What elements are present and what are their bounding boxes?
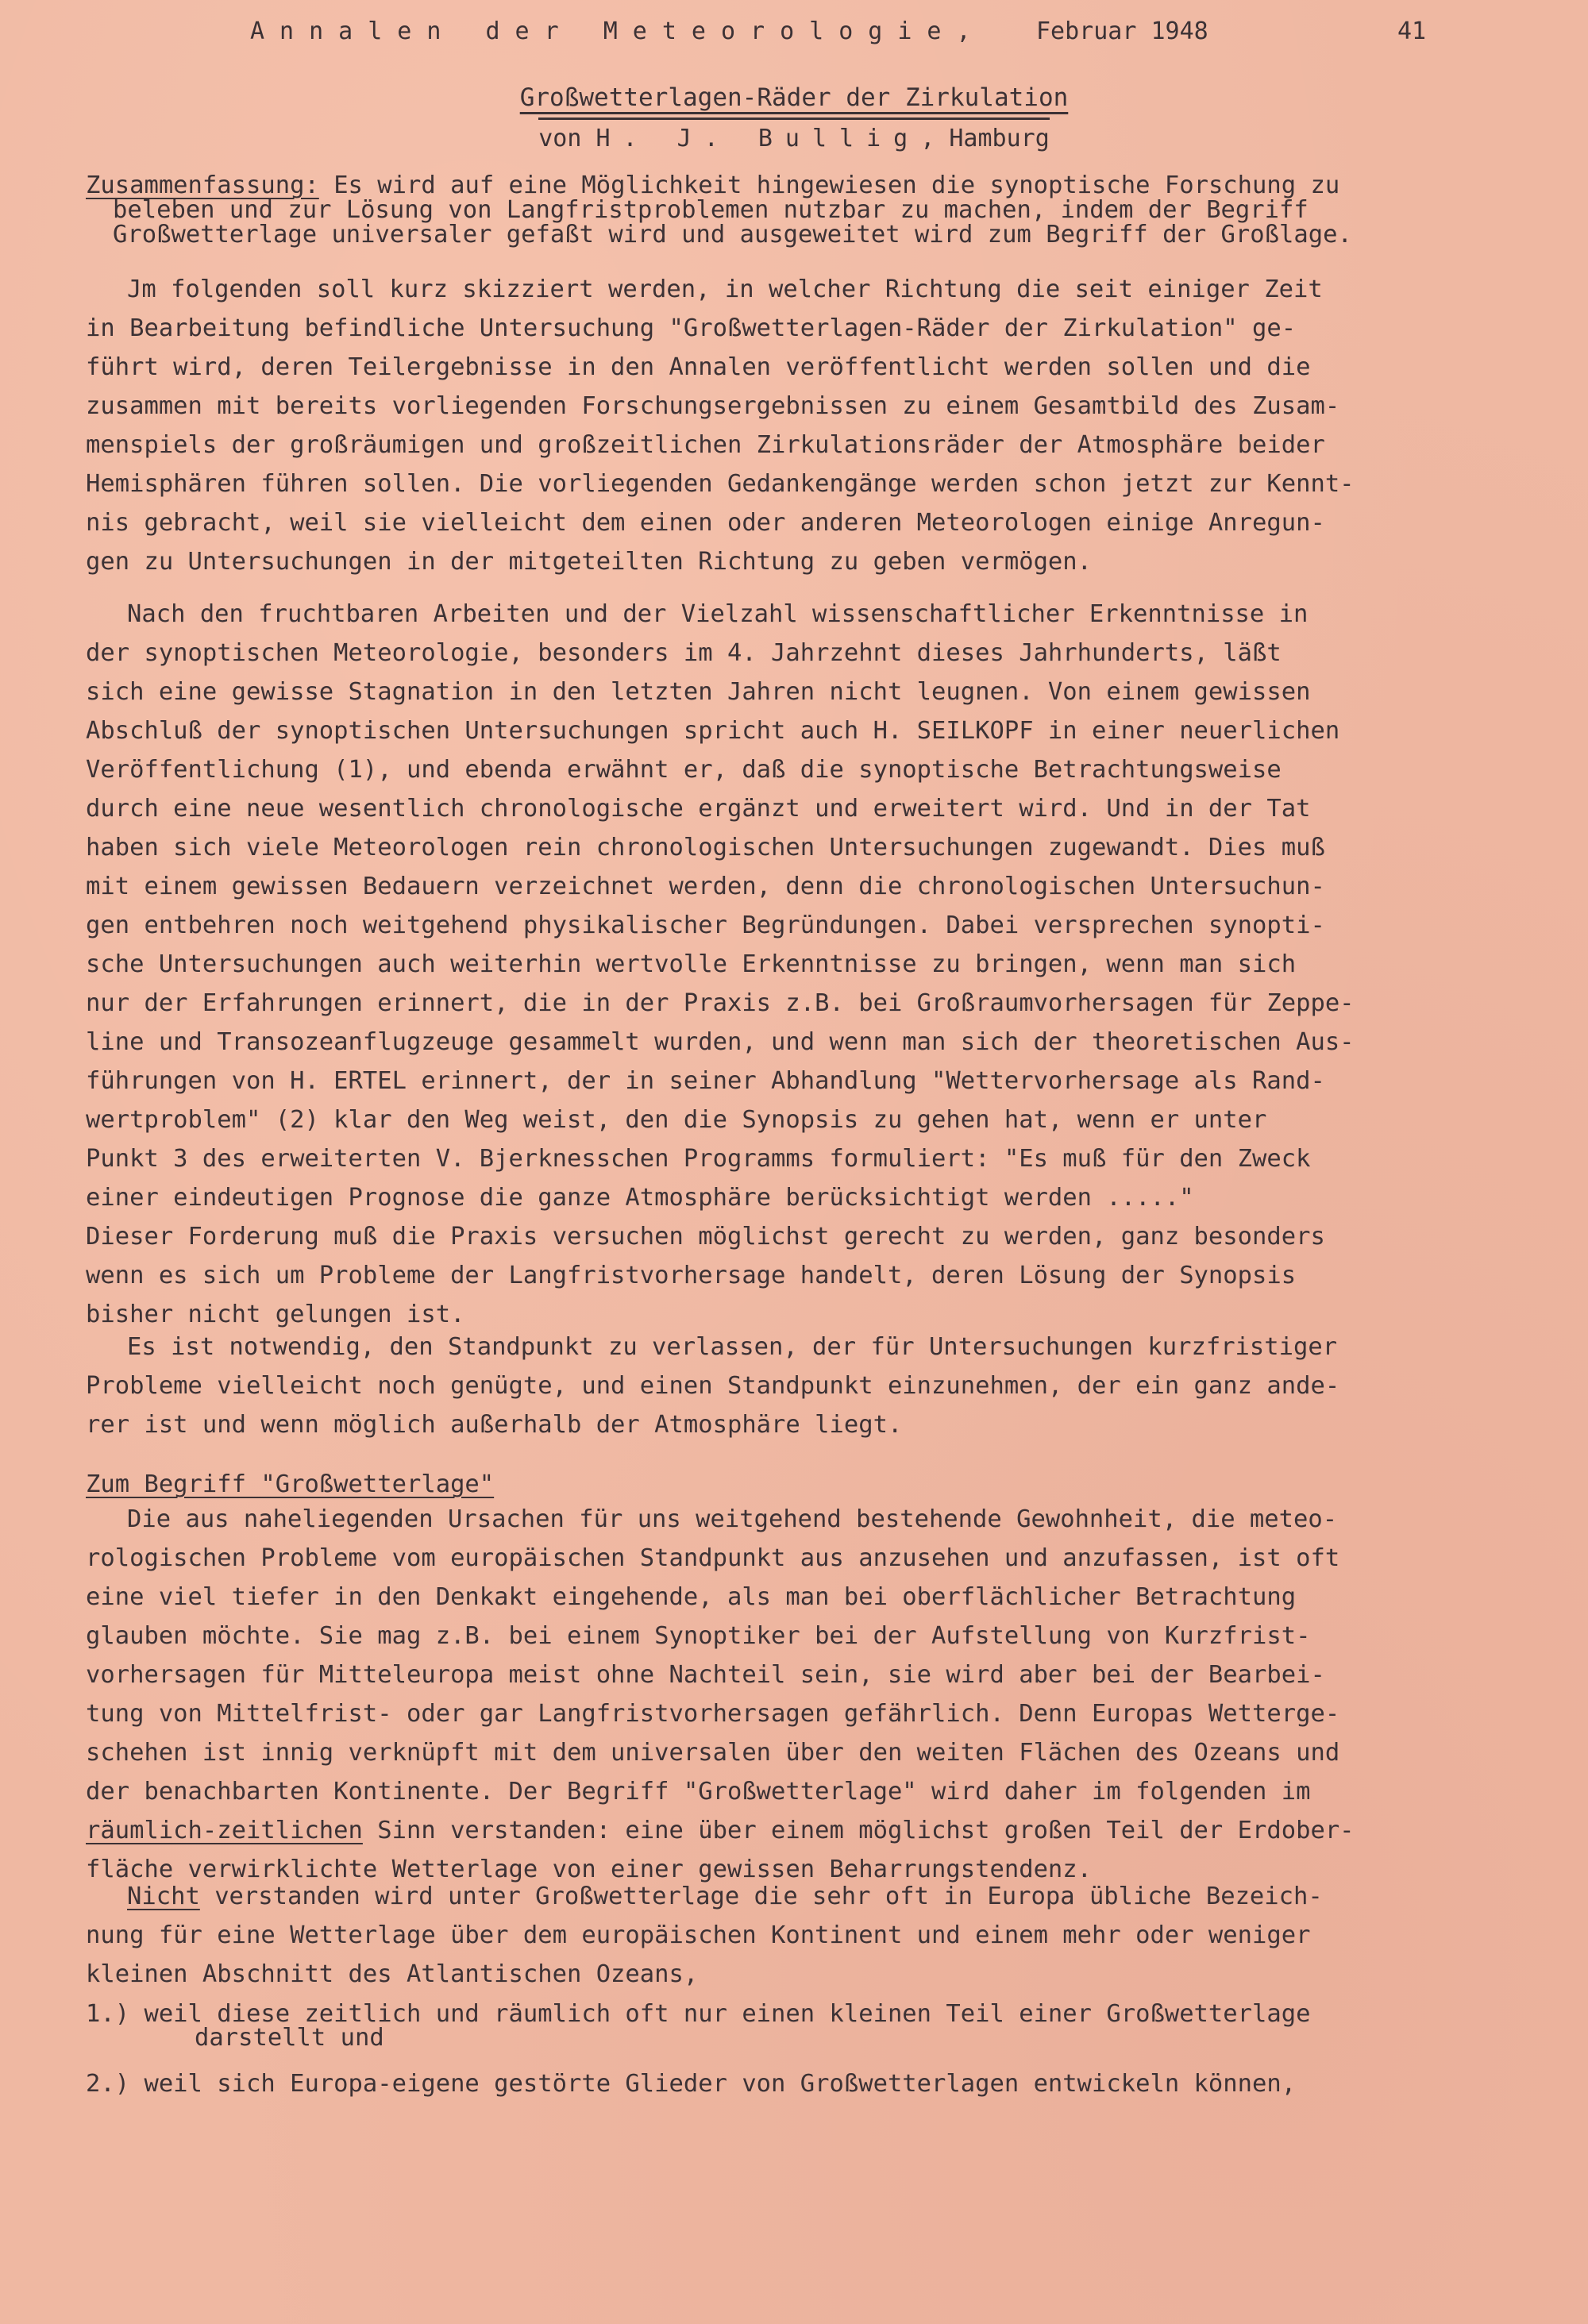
text-line: wenn es sich um Probleme der Langfristvorhersage handelt, deren Lösung der Synopsis [86, 1262, 1297, 1289]
text-run: weil diese zeitlich und räumlich oft nur einen kleinen Teil einer Großwetterlage [129, 2000, 1311, 2028]
list-marker: 1.) [86, 2000, 130, 2028]
paragraph-4 [86, 1500, 1451, 1889]
paragraph-5 [86, 1877, 1451, 1994]
text-line: vorhersagen für Mitteleuropa meist ohne Nachteil sein, sie wird aber bei der Bearbei- [86, 1661, 1325, 1689]
text-line: durch eine neue wesentlich chronologische ergänzt und erweitert wird. Und in der Tat [86, 795, 1311, 823]
text-line: Probleme vielleicht noch genügte, und einen Standpunkt einzunehmen, der ein ganz ande- [86, 1372, 1340, 1400]
text-line: kleinen Abschnitt des Atlantischen Ozeans, [86, 1960, 699, 1988]
text-line: Dieser Forderung muß die Praxis versuchen möglichst gerecht zu werden, ganz besonders [86, 1223, 1325, 1251]
summary-text: Es wird auf eine Möglichkeit hingewiesen die synoptische Forschung zu [333, 172, 1340, 199]
text-line: haben sich viele Meteorologen rein chronologischen Untersuchungen zugewandt. Dies muß [86, 834, 1325, 861]
text-line: Jm folgenden soll kurz skizziert werden, in welcher Richtung die seit einiger Zeit [127, 276, 1323, 303]
paragraph-2 [86, 595, 1451, 1334]
text-line: tung von Mittelfrist- oder gar Langfristvorhersagen gefährlich. Denn Europas Wetterge- [86, 1700, 1340, 1728]
page-number: 41 [1397, 17, 1427, 45]
list-marker: 2.) [86, 2070, 130, 2098]
text-line [86, 2064, 1451, 2103]
text-line [86, 2002, 1451, 2026]
text-line: Die aus naheliegenden Ursachen für uns weitgehend bestehende Gewohnheit, die meteo- [127, 1505, 1338, 1533]
text-line: schehen ist innig verknüpft mit dem universalen über den weiten Flächen des Ozeans und [86, 1739, 1340, 1767]
text-line: glauben möchte. Sie mag z.B. bei einem Synoptiker bei der Aufstellung von Kurzfrist- [86, 1622, 1311, 1650]
text-line: menspiels der großräumigen und großzeitlichen Zirkulationsräder der Atmosphäre beider [86, 431, 1325, 459]
text-line: der benachbarten Kontinente. Der Begriff "Großwetterlage" wird daher im folgenden im [86, 1778, 1311, 1806]
summary-block [86, 173, 1451, 247]
text-line: Nach den fruchtbaren Arbeiten und der Vielzahl wissenschaftlicher Erkenntnisse in [127, 600, 1309, 628]
text-line: gen zu Untersuchungen in der mitgeteilten Richtung zu geben vermögen. [86, 548, 1093, 576]
text-line: rologischen Probleme vom europäischen Standpunkt aus anzusehen und anzufassen, ist oft [86, 1544, 1340, 1572]
text-line: Veröffentlichung (1), und ebenda erwähnt er, daß die synoptische Betrachtungsweise [86, 756, 1282, 784]
text-line: rer ist und wenn möglich außerhalb der Atmosphäre liegt. [86, 1411, 903, 1439]
underlined-word: Nicht [127, 1883, 200, 1910]
issue-date: Februar 1948 [1036, 17, 1208, 45]
text-line: sich eine gewisse Stagnation in den letzten Jahren nicht leugnen. Von einem gewissen [86, 678, 1311, 706]
text-line: nung für eine Wetterlage über dem europäischen Kontinent und einem mehr oder weniger [86, 1921, 1311, 1949]
journal-name: Annalen der Meteorologie, [250, 17, 986, 45]
paragraph-1 [86, 270, 1451, 581]
text-line [86, 1877, 1451, 1916]
text-line: der synoptischen Meteorologie, besonders im 4. Jahrzehnt dieses Jahrhunderts, läßt [86, 639, 1282, 667]
summary-line: Großwetterlage universaler gefaßt wird und ausgeweitet wird zum Begriff der Großlage. [113, 221, 1352, 249]
text-line: mit einem gewissen Bedauern verzeichnet werden, denn die chronologischen Untersuchun- [86, 873, 1325, 900]
paragraph-3 [86, 1328, 1451, 1444]
text-line: einer eindeutigen Prognose die ganze Atmosphäre berücksichtigt werden ....." [86, 1184, 1194, 1212]
author-prefix: von [538, 125, 582, 152]
text-line [86, 1811, 1451, 1850]
text-line: Abschluß der synoptischen Untersuchungen spricht auch H. SEILKOPF in einer neuerlichen [86, 717, 1340, 745]
text-line: darstellt und [195, 2024, 384, 2052]
list-item [86, 2064, 1451, 2103]
text-line: bisher nicht gelungen ist. [86, 1301, 465, 1328]
text-run: Sinn verstanden: eine über einem möglichst großen Teil der Erdober- [362, 1817, 1355, 1844]
text-run: weil sich Europa-eigene gestörte Glieder von Großwetterlagen entwickeln können, [129, 2070, 1297, 2098]
author-line-inner [538, 118, 1050, 152]
text-line: eine viel tiefer in den Denkakt eingehende, als man bei oberflächlicher Betrachtung [86, 1583, 1297, 1611]
list-item [86, 2002, 1451, 2050]
text-line: wertproblem" (2) klar den Weg weist, den die Synopsis zu gehen hat, wenn er unter [86, 1106, 1267, 1134]
section-heading [86, 1465, 1451, 1504]
text-line: in Bearbeitung befindliche Untersuchung "Großwetterlagen-Räder der Zirkulation" ge- [86, 314, 1297, 342]
running-header [250, 17, 1441, 49]
text-line: Es ist notwendig, den Standpunkt zu verlassen, der für Untersuchungen kurzfristiger [127, 1333, 1338, 1361]
text-line: Hemisphären führen sollen. Die vorliegenden Gedankengänge werden schon jetzt zur Kennt- [86, 470, 1355, 498]
text-line: line und Transozeanflugzeuge gesammelt wurden, und wenn man sich der theoretischen Aus- [86, 1028, 1355, 1056]
text-run: verstanden wird unter Großwetterlage die sehr oft in Europa übliche Bezeich- [199, 1883, 1323, 1910]
text-line: Punkt 3 des erweiterten V. Bjerknesschen Programms formuliert: "Es muß für den Zweck [86, 1145, 1311, 1173]
summary-line: beleben und zur Lösung von Langfristproblemen nutzbar zu machen, indem der Begriff [113, 196, 1309, 224]
summary-line [86, 173, 1451, 198]
text-line: führungen von H. ERTEL erinnert, der in seiner Abhandlung "Wettervorhersage als Rand- [86, 1067, 1325, 1095]
summary-label: Zusammenfassung: [86, 172, 319, 199]
article-title-text: Großwetterlagen-Räder der Zirkulation [519, 83, 1069, 112]
author-place: , Hamburg [920, 125, 1050, 152]
author-name: H. J. Bullig [596, 125, 921, 152]
text-line: führt wird, deren Teilergebnisse in den Annalen veröffentlicht werden sollen und die [86, 353, 1311, 381]
text-line: zusammen mit bereits vorliegenden Forschungsergebnissen zu einem Gesamtbild des Zusam- [86, 392, 1340, 420]
text-line: nis gebracht, weil sie vielleicht dem einen oder anderen Meteorologen einige Anregun- [86, 509, 1325, 537]
text-line: sche Untersuchungen auch weiterhin wertvolle Erkenntnisse zu bringen, wenn man sich [86, 950, 1297, 978]
article-title [0, 83, 1588, 112]
author-line [0, 122, 1588, 152]
section-heading-text: Zum Begriff "Großwetterlage" [86, 1470, 495, 1498]
underlined-phrase: räumlich-zeitlichen [86, 1817, 363, 1844]
text-line: nur der Erfahrungen erinnert, die in der Praxis z.B. bei Großraumvorhersagen für Zeppe- [86, 989, 1355, 1017]
text-line: fläche verwirklichte Wetterlage von einer gewissen Beharrungstendenz. [86, 1856, 1093, 1883]
text-line: gen entbehren noch weitgehend physikalischer Begründungen. Dabei versprechen synopti- [86, 911, 1325, 939]
